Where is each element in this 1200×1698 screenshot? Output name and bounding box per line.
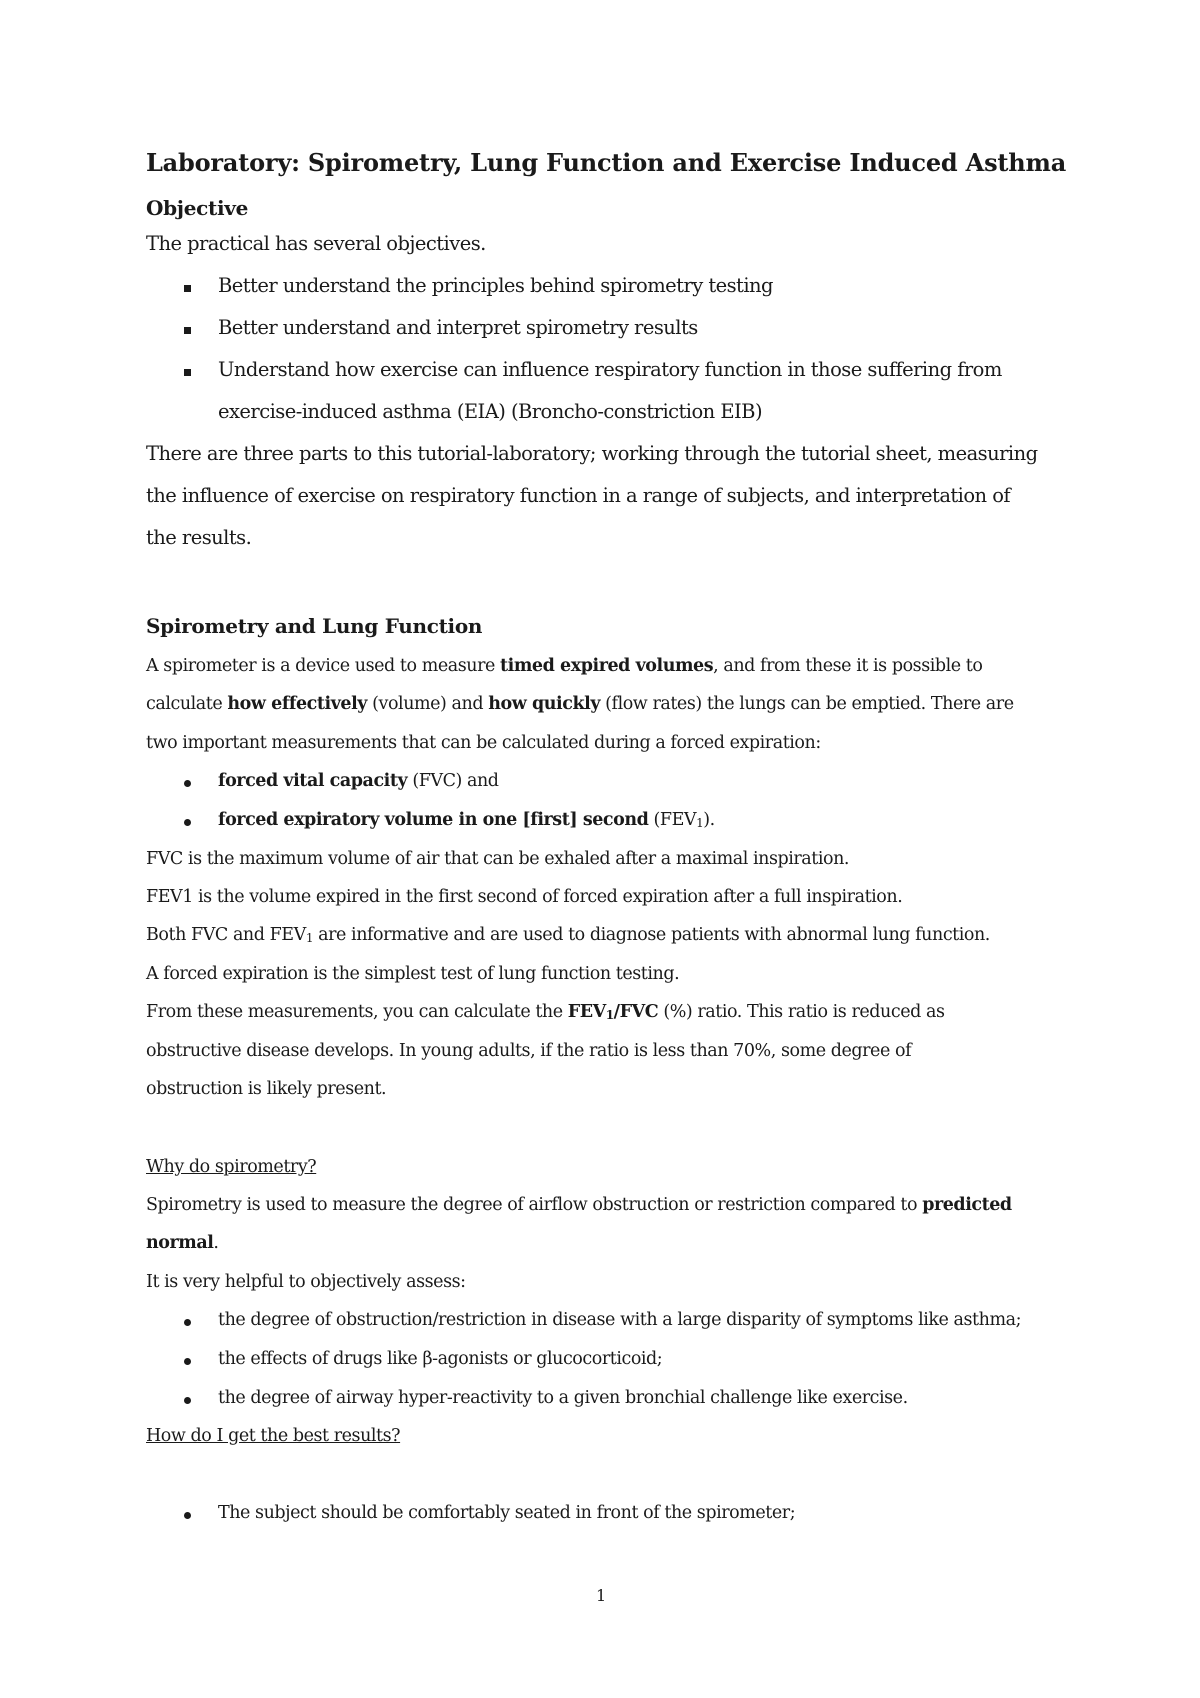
spirometry-paragraph-line-3: two important measurements that can be calculated during a forced expiration:	[146, 733, 821, 753]
square-bullet-icon	[184, 369, 191, 376]
document-title: Laboratory: Spirometry, Lung Function and Exercise Induced Asthma	[146, 148, 1067, 177]
why-line-1: Spirometry is used to measure the degree of airflow obstruction or restriction compared to predicted	[146, 1195, 1012, 1215]
parts-line-2: the influence of exercise on respiratory function in a range of subjects, and interpretation of	[146, 484, 1011, 507]
round-bullet-icon	[184, 1512, 191, 1519]
why-line-3: It is very helpful to objectively assess:	[146, 1272, 466, 1292]
parts-line-3: the results.	[146, 526, 252, 549]
why-bullet-3: the degree of airway hyper-reactivity to a given bronchial challenge like exercise.	[218, 1388, 908, 1408]
objective-intro: The practical has several objectives.	[146, 232, 486, 255]
parts-line-1: There are three parts to this tutorial-laboratory; working through the tutorial sheet, measuring	[146, 442, 1038, 465]
page-number: 1	[596, 1586, 607, 1605]
round-bullet-icon	[184, 780, 191, 787]
square-bullet-icon	[184, 327, 191, 334]
fev1-definition: FEV1 is the volume expired in the first second of forced expiration after a full inspiration.	[146, 887, 903, 907]
why-line-2: normal.	[146, 1233, 219, 1253]
best-results-heading: How do I get the best results?	[146, 1426, 401, 1446]
objective-heading: Objective	[146, 196, 249, 220]
fvc-definition: FVC is the maximum volume of air that can be exhaled after a maximal inspiration.	[146, 849, 850, 869]
ratio-line: From these measurements, you can calculate the $FEV_1$/FVC (%) ratio. This ratio is reduced as	[146, 1002, 945, 1022]
objective-bullet-1: Better understand the principles behind spirometry testing	[218, 274, 773, 297]
bullet-fvc: forced vital capacity (FVC) and	[218, 771, 499, 791]
both-informative-line: Both FVC and $FEV_1$ are informative and are used to diagnose patients with abnormal lung function.	[146, 925, 990, 945]
square-bullet-icon	[184, 285, 191, 292]
round-bullet-icon	[184, 819, 191, 826]
best-bullet-1: The subject should be comfortably seated in front of the spirometer;	[218, 1503, 796, 1523]
round-bullet-icon	[184, 1319, 191, 1326]
objective-bullet-2: Better understand and interpret spirometry results	[218, 316, 698, 339]
bullet-fev1: forced expiratory volume in one [first] second $(FEV_1)$.	[218, 810, 715, 830]
why-bullet-2: the effects of drugs like β-agonists or glucocorticoid;	[218, 1349, 663, 1369]
objective-bullet-3: Understand how exercise can influence respiratory function in those suffering from	[218, 358, 1002, 381]
obstructive-line: obstructive disease develops. In young adults, if the ratio is less than 70%, some degree of	[146, 1041, 912, 1061]
obstruction-present-line: obstruction is likely present.	[146, 1079, 387, 1099]
round-bullet-icon	[184, 1358, 191, 1365]
round-bullet-icon	[184, 1397, 191, 1404]
spirometry-paragraph-line-2: calculate how effectively (volume) and how quickly (flow rates) the lungs can be emptied. There are	[146, 694, 1014, 714]
spirometry-heading: Spirometry and Lung Function	[146, 614, 483, 638]
why-spirometry-heading: Why do spirometry?	[146, 1157, 317, 1177]
spirometry-paragraph-line-1: A spirometer is a device used to measure timed expired volumes, and from these it is possible to	[146, 656, 983, 676]
why-bullet-1: the degree of obstruction/restriction in disease with a large disparity of symptoms like asthma;	[218, 1310, 1022, 1330]
objective-bullet-3-cont: exercise-induced asthma (EIA) (Broncho-constriction EIB)	[218, 400, 763, 423]
forced-expiration-line: A forced expiration is the simplest test of lung function testing.	[146, 964, 680, 984]
